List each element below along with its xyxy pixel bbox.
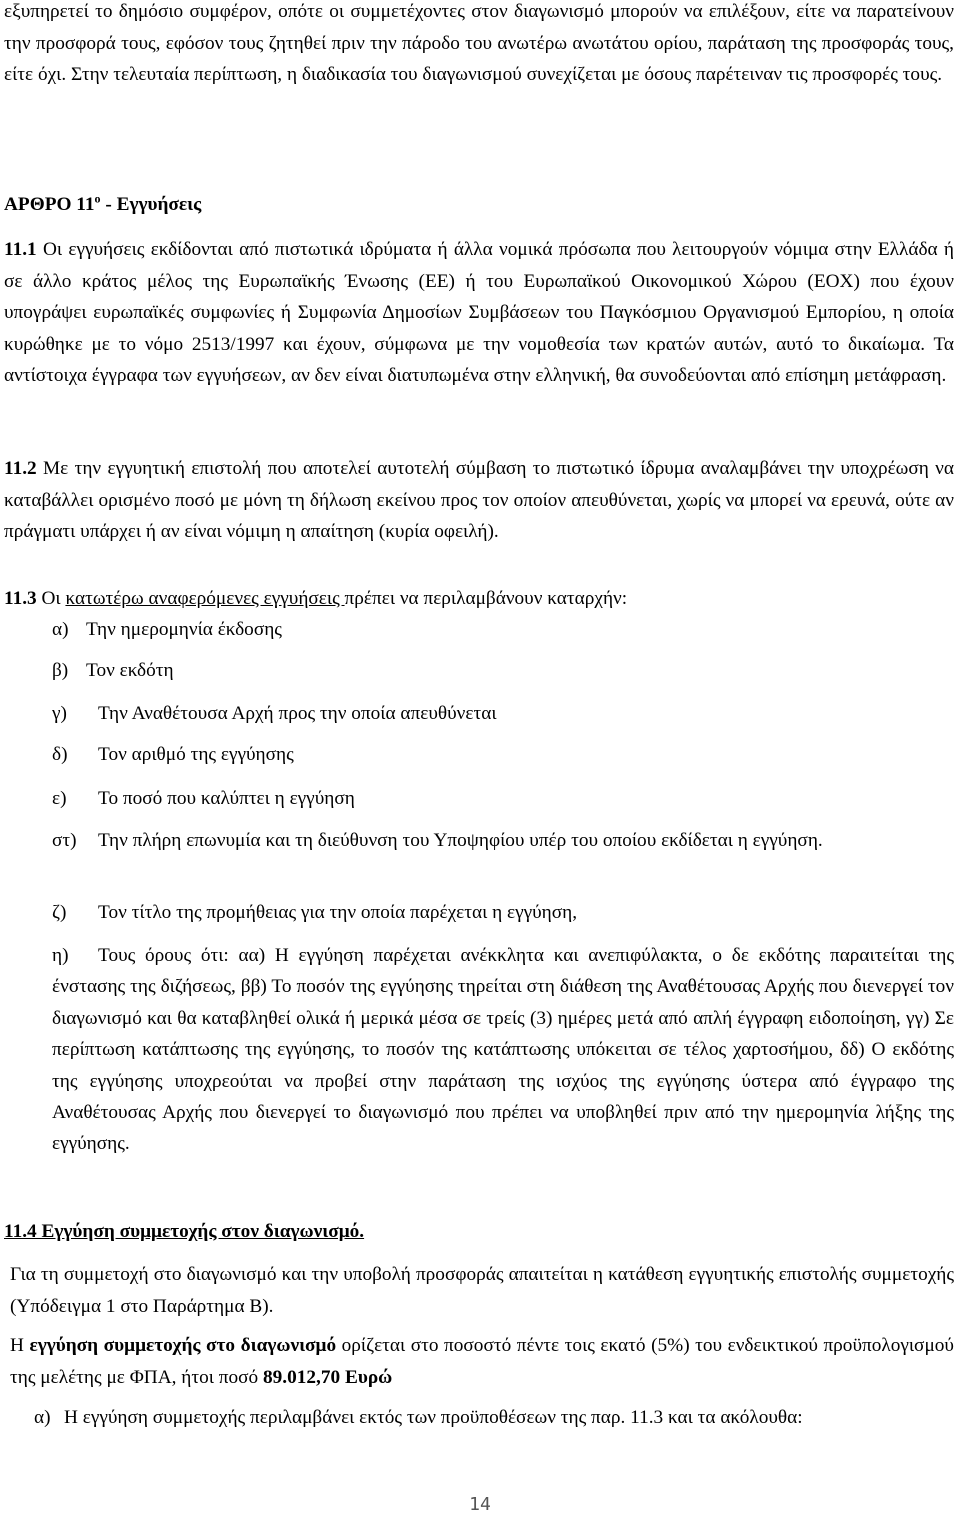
intro-text: εξυπηρετεί το δημόσιο συμφέρον, οπότε οι συμμετέχοντες στον διαγωνισμό μπορούν να επιλέξουν, είτε να παρατείνουν την προσφορά τους, εφόσον τους ζητηθεί πριν την πάροδο του ανωτέρω ανωτάτου ορίου, παράταση της προσφοράς τους, είτε όχι. Στην τελευταία περίπτωση, η διαδικασία του διαγωνισμού συνεχίζεται με όσους παρέτειναν τις προσφορές τους. — [4, 1, 954, 85]
page-number: 14 — [469, 1494, 491, 1515]
list-item: στ) Την πλήρη επωνυμία και τη διεύθυνση του Υποψηφίου υπέρ του οποίου εκδίδεται η εγγύηση. — [52, 830, 823, 851]
section-11-2: 11.2 Με την εγγυητική επιστολή που αποτελεί αυτοτελή σύμβαση το πιστωτικό ίδρυμα αναλαμβάνει την υποχρέωση να καταβάλλει ορισμένο ποσό με μόνη τη δήλωση εκείνου προς τον οποίον απευθύνεται, χωρίς να μπορεί να ερευνά, ούτε αν πράγματι υπάρχει ή αν είναι νόμιμη η απαίτηση (κυρία οφειλή). — [4, 458, 954, 542]
section-11-4-paragraph-1: Για τη συμμετοχή στο διαγωνισμό και την υποβολή προσφοράς απαιτείται η κατάθεση εγγυητικής επιστολής συμμετοχής (Υπόδειγμα 1 στο Παράρτημα Β). — [10, 1264, 954, 1317]
amount-value: 89.012,70 Ευρώ — [263, 1366, 393, 1388]
list-item: η) Τους όρους ότι: αα) Η εγγύηση παρέχεται ανέκκλητα και ανεπιφύλακτα, ο δε εκδότης παραιτείται της ένστασης της διζήσεως, ββ) Το ποσόν της εγγύησης τηρείται στη διάθεση της Αναθέτουσας Αρχής που διενεργεί τον διαγωνισμό και θα καταβληθεί ολικά ή μερικά μέσα σε τρείς (3) ημέρες μετά από απλή έγγραφη ειδοποίηση, γγ) Σε περίπτωση κατάπτωσης της εγγύησης, το ποσόν της κατάπτωσης υπόκειται σε τέλος χαρτοσήμου, δδ) Ο εκδότης της εγγύησης υποχρεούται να προβεί στην παράταση της ισχύος της εγγύησης ύστερα από έγγραφο της Αναθέτουσας Αρχής που διενεργεί το διαγωνισμό που πρέπει να υποβληθεί πριν από την ημερομηνία λήξης της εγγύησης. — [52, 945, 954, 1155]
list-item: α) Η εγγύηση συμμετοχής περιλαμβάνει εκτός των προϋποθέσεων της παρ. 11.3 και τα ακόλουθα: — [34, 1407, 803, 1428]
list-item: β) Τον εκδότη — [52, 660, 174, 681]
underlined-reference: κατωτέρω αναφερόμενες εγγυήσεις — [65, 588, 345, 609]
list-item: α) Την ημερομηνία έκδοσης — [52, 619, 282, 640]
article-heading: ΑΡΘΡΟ $11^o$ - Εγγυήσεις — [4, 191, 202, 215]
list-item: ε) Το ποσό που καλύπτει η εγγύηση — [52, 788, 355, 809]
intro-paragraph — [4, 0, 954, 91]
section-number: 11.1 — [4, 239, 37, 260]
section-number: 11.3 — [4, 588, 37, 609]
section-number: 11.2 — [4, 458, 37, 479]
section-11-4-title: 11.4 Εγγύηση συμμετοχής στον διαγωνισμό. — [4, 1221, 365, 1242]
list-item: δ) Τον αριθμό της εγγύησης — [52, 744, 294, 765]
list-item: ζ) Τον τίτλο της προμήθειας για την οποία παρέχεται η εγγύηση, — [52, 902, 578, 923]
section-11-1: 11.1 Οι εγγυήσεις εκδίδονται από πιστωτικά ιδρύματα ή άλλα νομικά πρόσωπα που λειτουργούν νόμιμα στην Ελλάδα ή σε άλλο κράτος μέλος της Ευρωπαϊκής Ένωσης (ΕΕ) ή του Ευρωπαϊκού Οικονομικού Χώρου (ΕΟΧ) που έχουν υπογράψει ευρωπαϊκές συμφωνίες ή Συμφωνία Δημοσίων Συμβάσεων του Παγκόσμιου Οργανισμού Εμπορίου, η οποία κυρώθηκε με το νόμο 2513/1997 και έχουν, σύμφωνα με την νομοθεσία των κρατών αυτών, αυτό το δικαίωμα. Τα αντίστοιχα έγγραφα των εγγυήσεων, αν δεν είναι διατυπωμένα στην ελληνική, θα συνοδεύονται από επίσημη μετάφραση. — [4, 239, 954, 386]
section-11-3: 11.3 Οι κατωτέρω αναφερόμενες εγγυήσεις πρέπει να περιλαμβάνουν καταρχήν: — [4, 588, 628, 609]
list-item: γ) Την Αναθέτουσα Αρχή προς την οποία απευθύνεται — [52, 703, 497, 724]
section-11-4-paragraph-2: Η εγγύηση συμμετοχής στο διαγωνισμό ορίζεται στο ποσοστό πέντε τοις εκατό (5%) του ενδεικτικού προϋπολογισμού της μελέτης με ΦΠΑ, ήτοι ποσό 89.012,70 Ευρώ — [10, 1335, 954, 1388]
